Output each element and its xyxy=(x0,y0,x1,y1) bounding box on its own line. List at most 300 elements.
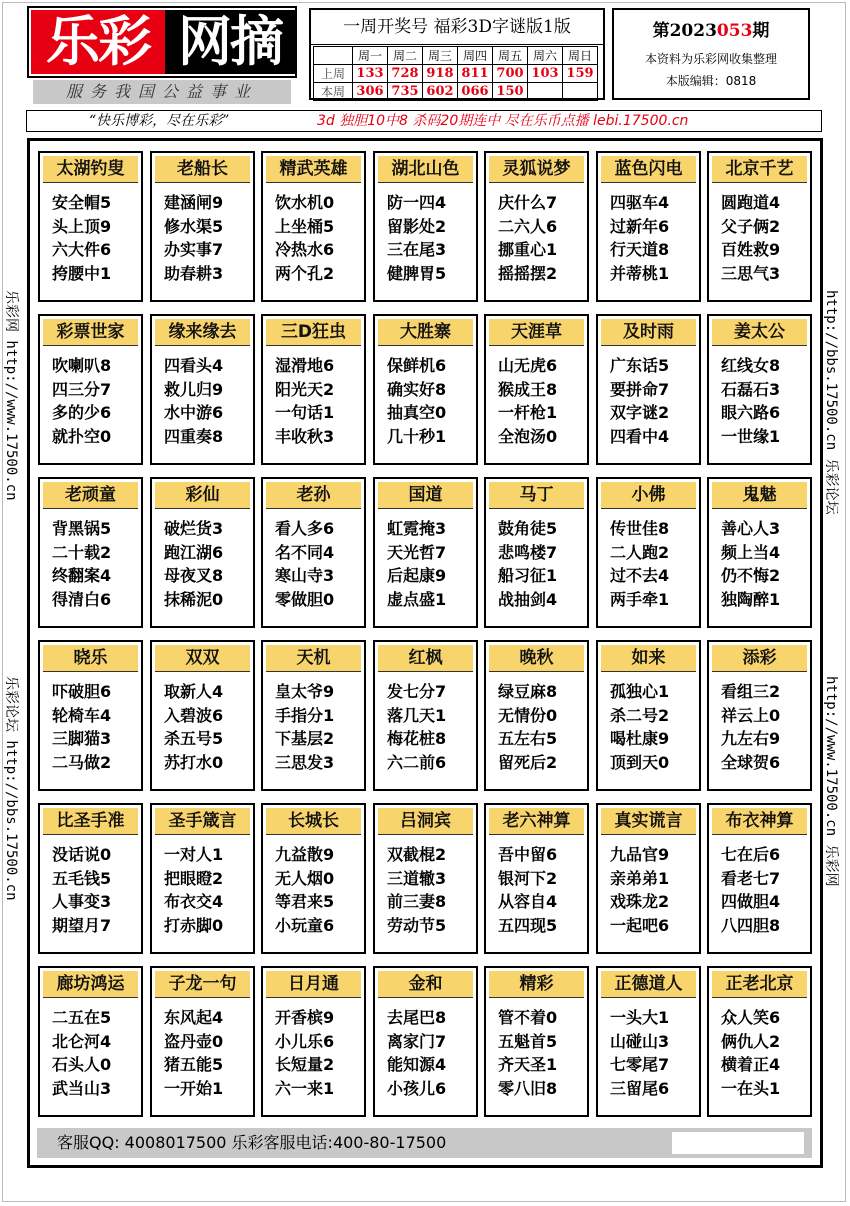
cell-line: 丰收秋3 xyxy=(275,426,335,446)
puzzle-cell xyxy=(373,803,478,954)
cell-lines xyxy=(498,1006,588,1100)
cell-title: 北京千艺 xyxy=(712,156,807,183)
cell-line: 猪五能5 xyxy=(164,1055,224,1074)
cell-lines xyxy=(498,680,588,774)
cell-line: 从容自4 xyxy=(498,892,558,911)
draw-number: 103 xyxy=(528,65,563,83)
cell-line: 把眼瞪2 xyxy=(164,868,224,888)
cell-lines xyxy=(164,1006,254,1100)
cell-line: 一句话1 xyxy=(275,403,335,422)
cell-line: 破烂货3 xyxy=(164,519,224,538)
cell-line: 喝杜康9 xyxy=(610,729,670,748)
puzzle-cell xyxy=(38,803,143,954)
puzzle-cell xyxy=(150,640,255,791)
cell-lines xyxy=(275,680,365,774)
cell-line: 一开始1 xyxy=(164,1078,224,1098)
puzzle-cell xyxy=(484,314,589,465)
cell-title: 红枫 xyxy=(378,645,473,672)
cell-line: 小玩童6 xyxy=(275,915,335,935)
cell-line: 顶到天0 xyxy=(610,752,670,772)
cell-line: 挎腰中1 xyxy=(52,263,112,283)
cell-title: 天涯草 xyxy=(489,319,584,346)
puzzle-cell xyxy=(38,966,143,1117)
puzzle-cell xyxy=(373,477,478,628)
cell-title: 子龙一句 xyxy=(155,971,250,998)
puzzle-cell xyxy=(596,803,701,954)
cell-lines xyxy=(164,191,254,285)
cell-line: 保鲜机6 xyxy=(387,356,447,375)
cell-lines xyxy=(387,680,477,774)
puzzle-cell xyxy=(373,966,478,1117)
cell-line: 建涵闸9 xyxy=(164,193,224,212)
cell-line: 杀五号5 xyxy=(164,729,224,748)
cell-lines xyxy=(610,517,700,611)
cell-title: 晚秋 xyxy=(489,645,584,672)
cell-line: 四三分7 xyxy=(52,379,112,399)
logo-right-text: 网摘 xyxy=(165,10,295,74)
cell-line: 长短量2 xyxy=(275,1055,335,1074)
cell-line: 看人多6 xyxy=(275,519,335,538)
puzzle-cell xyxy=(38,314,143,465)
cell-line: 两个孔2 xyxy=(275,263,335,283)
cell-lines xyxy=(610,1006,700,1100)
puzzle-cell xyxy=(261,151,366,302)
issue-prefix: 第2023 xyxy=(652,21,717,41)
puzzle-cell xyxy=(261,477,366,628)
side-text-left-bottom: 乐彩论坛 http://bbs.17500.cn xyxy=(3,676,19,901)
draw-number: 159 xyxy=(563,65,598,83)
puzzle-cell xyxy=(707,966,812,1117)
cell-lines xyxy=(721,354,811,448)
draw-number xyxy=(528,83,563,101)
cell-lines xyxy=(721,191,811,285)
draw-number: 811 xyxy=(458,65,493,83)
puzzle-cell xyxy=(38,640,143,791)
cell-title: 正德道人 xyxy=(601,971,696,998)
puzzle-cell xyxy=(707,803,812,954)
cell-title: 彩仙 xyxy=(155,482,250,509)
cell-lines xyxy=(721,680,811,774)
cell-line: 助春耕3 xyxy=(164,263,224,283)
cell-lines xyxy=(610,354,700,448)
puzzle-cell xyxy=(596,151,701,302)
logo-left-text: 乐彩 xyxy=(31,10,165,74)
cell-line: 梅花桩8 xyxy=(387,729,447,748)
cell-line: 人事变3 xyxy=(52,892,112,911)
cell-line: 五左右5 xyxy=(498,729,558,748)
cell-line: 过新年6 xyxy=(610,216,670,236)
cell-line: 三在尾3 xyxy=(387,240,447,259)
footer xyxy=(37,1128,812,1158)
draw-number: 735 xyxy=(388,83,423,101)
cell-line: 四驱车4 xyxy=(610,193,670,212)
puzzle-cell xyxy=(707,477,812,628)
draw-number: 918 xyxy=(423,65,458,83)
cell-line: 虹霓掩3 xyxy=(387,519,447,538)
cell-line: 二五在5 xyxy=(52,1008,112,1027)
cell-line: 齐天圣1 xyxy=(498,1055,558,1074)
cell-line: 无人烟0 xyxy=(275,868,335,888)
cell-line: 去尾巴8 xyxy=(387,1008,447,1027)
cell-line: 二六人6 xyxy=(498,216,558,236)
cell-line: 抽真空0 xyxy=(387,403,447,422)
cell-line: 庆什么7 xyxy=(498,193,558,212)
cell-title: 大胜寨 xyxy=(378,319,473,346)
cell-line: 湿滑地6 xyxy=(275,356,335,375)
cell-title: 吕洞宾 xyxy=(378,808,473,835)
cell-line: 三道辙3 xyxy=(387,868,447,888)
lottery-results-box xyxy=(309,8,605,100)
cell-title: 老顽童 xyxy=(43,482,138,509)
cell-line: 要拼命7 xyxy=(610,379,670,399)
day-header: 周日 xyxy=(563,47,598,65)
puzzle-cell xyxy=(484,640,589,791)
cell-lines xyxy=(164,680,254,774)
cell-line: 小儿乐6 xyxy=(275,1031,335,1051)
cell-line: 落几天1 xyxy=(387,705,447,725)
cell-line: 无情份0 xyxy=(498,705,558,725)
cell-line: 就扑空0 xyxy=(52,426,112,446)
issue-note: 本资料为乐彩网收集整理 xyxy=(644,52,777,66)
puzzle-cell xyxy=(707,314,812,465)
cell-line: 看老七7 xyxy=(721,868,781,888)
puzzle-cell xyxy=(373,151,478,302)
footer-blank-box xyxy=(672,1132,804,1154)
cell-line: 吾中留6 xyxy=(498,845,558,864)
cell-line: 一杆枪1 xyxy=(498,403,558,422)
cell-line: 一世缘1 xyxy=(721,426,781,446)
cell-line: 皇太爷9 xyxy=(275,682,335,701)
cell-line: 离家门7 xyxy=(387,1031,447,1051)
cell-lines xyxy=(164,517,254,611)
cell-line: 过不去4 xyxy=(610,566,670,585)
cell-line: 九品官9 xyxy=(610,845,670,864)
cell-lines xyxy=(52,843,142,937)
cell-line: 七零尾7 xyxy=(610,1055,670,1074)
cell-lines xyxy=(164,843,254,937)
puzzle-cell xyxy=(261,314,366,465)
puzzle-cell xyxy=(150,477,255,628)
cell-line: 一在头1 xyxy=(721,1078,781,1098)
cell-line: 能知源4 xyxy=(387,1055,447,1074)
cell-lines xyxy=(721,1006,811,1100)
side-text-right-top: http://bbs.17500.cn 乐彩论坛 xyxy=(823,290,839,515)
cell-title: 正老北京 xyxy=(712,971,807,998)
cell-lines xyxy=(387,191,477,285)
puzzle-cell xyxy=(150,314,255,465)
cell-line: 寒山寺3 xyxy=(275,566,335,585)
cell-line: 天光哲7 xyxy=(387,542,447,562)
cell-line: 三留尾6 xyxy=(610,1078,670,1098)
lottery-corner xyxy=(314,47,353,65)
puzzle-cell xyxy=(38,477,143,628)
cell-line: 红线女8 xyxy=(721,356,781,375)
cell-line: 鼓角徒5 xyxy=(498,519,558,538)
cell-lines xyxy=(275,354,365,448)
cell-line: 银河下2 xyxy=(498,868,558,888)
cell-line: 众人笑6 xyxy=(721,1008,781,1027)
cell-line: 五魁首5 xyxy=(498,1031,558,1051)
cell-line: 苏打水0 xyxy=(164,752,224,772)
cell-line: 几十秒1 xyxy=(387,426,447,446)
puzzle-cell xyxy=(150,151,255,302)
cell-line: 入碧波6 xyxy=(164,705,224,725)
cell-line: 双截棍2 xyxy=(387,845,447,864)
cell-line: 二马做2 xyxy=(52,752,112,772)
puzzle-cell xyxy=(707,640,812,791)
cell-line: 一对人1 xyxy=(164,845,224,864)
cell-lines xyxy=(498,517,588,611)
cell-line: 虚点盛1 xyxy=(387,589,447,609)
cell-line: 一起吧6 xyxy=(610,915,670,935)
cell-line: 五四现5 xyxy=(498,915,558,935)
cell-line: 没话说0 xyxy=(52,845,112,864)
puzzle-cell xyxy=(261,640,366,791)
puzzle-cell xyxy=(373,640,478,791)
cell-lines xyxy=(610,680,700,774)
cell-line: 悲鸣楼7 xyxy=(498,542,558,562)
cell-lines xyxy=(275,843,365,937)
cell-line: 下基层2 xyxy=(275,729,335,748)
cell-line: 三思发3 xyxy=(275,752,335,772)
cell-line: 健脾胃5 xyxy=(387,263,447,283)
cell-line: 吹喇叭8 xyxy=(52,356,112,375)
cell-line: 看组三2 xyxy=(721,682,781,701)
cell-line: 上坐桶5 xyxy=(275,216,335,236)
puzzle-cell xyxy=(484,151,589,302)
day-header: 周四 xyxy=(458,47,493,65)
logo-slogan: 服务我国公益事业 xyxy=(33,80,291,104)
side-text-left-top: 乐彩网 http://www.17500.cn xyxy=(3,290,19,501)
cell-title: 及时雨 xyxy=(601,319,696,346)
cell-lines xyxy=(52,517,142,611)
lottery-title: 一周开奖号 福彩3D字谜版1版 xyxy=(311,10,603,45)
cell-line: 吓破胆6 xyxy=(52,682,112,701)
cell-title: 姜太公 xyxy=(712,319,807,346)
cell-line: 开香槟9 xyxy=(275,1008,335,1027)
day-header: 周三 xyxy=(423,47,458,65)
issue-box xyxy=(612,8,810,100)
cell-title: 太湖钓叟 xyxy=(43,156,138,183)
cell-title: 添彩 xyxy=(712,645,807,672)
cell-line: 抹稀泥0 xyxy=(164,589,224,609)
cell-line: 得清白6 xyxy=(52,589,112,609)
draw-number xyxy=(563,83,598,101)
day-header: 周二 xyxy=(388,47,423,65)
cell-title: 精武英雄 xyxy=(266,156,361,183)
puzzle-cell xyxy=(150,803,255,954)
cell-line: 行天道8 xyxy=(610,240,670,259)
row-label-this-week: 本周 xyxy=(314,83,353,101)
cell-title: 长城长 xyxy=(266,808,361,835)
cell-lines xyxy=(275,1006,365,1100)
draw-number: 066 xyxy=(458,83,493,101)
cell-line: 防一四4 xyxy=(387,193,447,212)
puzzle-cell xyxy=(484,803,589,954)
cell-line: 东风起4 xyxy=(164,1008,224,1027)
day-header: 周五 xyxy=(493,47,528,65)
cell-line: 横着正4 xyxy=(721,1055,781,1074)
logo xyxy=(27,6,299,104)
cell-line: 三脚猫3 xyxy=(52,729,112,748)
cell-line: 劳动节5 xyxy=(387,915,447,935)
cell-line: 零做胆0 xyxy=(275,589,335,609)
cell-line: 独陶醉1 xyxy=(721,589,781,609)
cell-lines xyxy=(275,517,365,611)
issue-suffix: 期 xyxy=(752,21,770,41)
cell-line: 名不同4 xyxy=(275,542,335,562)
cell-line: 船习征1 xyxy=(498,566,558,585)
cell-lines xyxy=(52,354,142,448)
cell-line: 阳光天2 xyxy=(275,379,335,399)
side-text-right-bottom: http://www.17500.cn 乐彩网 xyxy=(823,676,839,887)
cell-line: 留影处2 xyxy=(387,216,447,236)
cell-line: 绿豆麻8 xyxy=(498,682,558,701)
cell-line: 期望月7 xyxy=(52,915,112,935)
cell-title: 双双 xyxy=(155,645,250,672)
cell-line: 等君来5 xyxy=(275,892,335,911)
cell-line: 猴成王8 xyxy=(498,379,558,399)
cell-line: 全泡汤0 xyxy=(498,426,558,446)
cell-title: 彩票世家 xyxy=(43,319,138,346)
cell-lines xyxy=(498,843,588,937)
puzzle-cell xyxy=(261,803,366,954)
cell-line: 百姓救9 xyxy=(721,240,781,259)
cell-line: 双字谜2 xyxy=(610,403,670,422)
cell-title: 比圣手准 xyxy=(43,808,138,835)
cell-line: 石头人0 xyxy=(52,1055,112,1074)
cell-line: 善心人3 xyxy=(721,519,781,538)
cell-line: 救儿归9 xyxy=(164,379,224,399)
cell-line: 水中游6 xyxy=(164,403,224,422)
cell-line: 后起康9 xyxy=(387,566,447,585)
cell-line: 四做胆4 xyxy=(721,892,781,911)
puzzle-cell xyxy=(596,640,701,791)
cell-title: 廊坊鸿运 xyxy=(43,971,138,998)
puzzle-cell xyxy=(707,151,812,302)
cell-line: 取新人4 xyxy=(164,682,224,701)
cell-line: 确实好8 xyxy=(387,379,447,399)
cell-title: 湖北山色 xyxy=(378,156,473,183)
cell-line: 头上顶9 xyxy=(52,216,112,236)
puzzle-cell xyxy=(373,314,478,465)
day-header: 周六 xyxy=(528,47,563,65)
cell-line: 武当山3 xyxy=(52,1078,112,1098)
cell-title: 金和 xyxy=(378,971,473,998)
cell-title: 灵狐说梦 xyxy=(489,156,584,183)
footer-contact: 客服QQ: 4008017500 乐彩客服电话:400-80-17500 xyxy=(57,1133,447,1152)
cell-line: 盗丹壶0 xyxy=(164,1031,224,1051)
cell-line: 前三妻8 xyxy=(387,892,447,911)
cell-title: 老孙 xyxy=(266,482,361,509)
cell-line: 六一来1 xyxy=(275,1078,335,1098)
cell-lines xyxy=(610,191,700,285)
cell-line: 四看头4 xyxy=(164,356,224,375)
cell-line: 发七分7 xyxy=(387,682,447,701)
draw-number: 700 xyxy=(493,65,528,83)
puzzle-cell xyxy=(484,477,589,628)
cell-lines xyxy=(387,1006,477,1100)
cell-line: 一头大1 xyxy=(610,1008,670,1027)
cell-line: 轮椅车4 xyxy=(52,705,112,725)
cell-line: 摇摇摆2 xyxy=(498,263,558,283)
cell-line: 山碰山3 xyxy=(610,1031,670,1051)
logo-box xyxy=(27,6,297,78)
cell-lines xyxy=(721,843,811,937)
draw-number: 306 xyxy=(353,83,388,101)
draw-number: 728 xyxy=(388,65,423,83)
cell-line: 二十载2 xyxy=(52,542,112,562)
cell-title: 精彩 xyxy=(489,971,584,998)
cell-line: 全球贺6 xyxy=(721,752,781,772)
cell-line: 跑江湖6 xyxy=(164,542,224,562)
cell-title: 鬼魅 xyxy=(712,482,807,509)
banner-slogan: “快乐博彩，尽在乐彩” xyxy=(89,113,230,129)
cell-lines xyxy=(387,354,477,448)
cell-line: 小孩儿6 xyxy=(387,1078,447,1098)
cell-line: 手指分1 xyxy=(275,705,335,725)
cell-line: 孤独心1 xyxy=(610,682,670,701)
cell-lines xyxy=(387,517,477,611)
cell-title: 三D狂虫 xyxy=(266,319,361,346)
cell-line: 八四胆8 xyxy=(721,915,781,935)
row-label-last-week: 上周 xyxy=(314,65,353,83)
cell-title: 如来 xyxy=(601,645,696,672)
cell-line: 杀二号2 xyxy=(610,705,670,725)
cell-line: 办实事7 xyxy=(164,240,224,259)
banner-promo: 3d 独胆10中8 杀码20期连中 尽在乐币点播 lebi.17500.cn xyxy=(317,113,689,129)
draw-number: 602 xyxy=(423,83,458,101)
lottery-table xyxy=(313,46,598,101)
cell-line: 六大件6 xyxy=(52,240,112,259)
cell-line: 石磊石3 xyxy=(721,379,781,399)
cell-line: 挪重心1 xyxy=(498,240,558,259)
cell-line: 频上当4 xyxy=(721,542,781,562)
puzzle-cell xyxy=(38,151,143,302)
cell-line: 终翻案4 xyxy=(52,566,112,585)
cell-title: 蓝色闪电 xyxy=(601,156,696,183)
cell-lines xyxy=(610,843,700,937)
cell-line: 四重奏8 xyxy=(164,426,224,446)
cell-title: 日月通 xyxy=(266,971,361,998)
cell-title: 布衣神算 xyxy=(712,808,807,835)
cell-line: 四看中4 xyxy=(610,426,670,446)
issue-number-value: 053 xyxy=(716,21,753,41)
cell-line: 战抽剑4 xyxy=(498,589,558,609)
cell-line: 传世佳8 xyxy=(610,519,670,538)
cell-line: 九左右9 xyxy=(721,729,781,748)
cell-line: 祥云上0 xyxy=(721,705,781,725)
issue-editor: 本版编辑：0818 xyxy=(665,74,757,88)
cell-lines xyxy=(164,354,254,448)
cell-line: 留死后2 xyxy=(498,752,558,772)
cell-title: 老六神算 xyxy=(489,808,584,835)
cell-lines xyxy=(52,680,142,774)
cell-lines xyxy=(721,517,811,611)
cell-line: 布衣交4 xyxy=(164,892,224,911)
promo-banner xyxy=(26,110,822,132)
cell-line: 父子俩2 xyxy=(721,216,781,236)
cell-title: 马丁 xyxy=(489,482,584,509)
cell-line: 七在后6 xyxy=(721,845,781,864)
cell-title: 小佛 xyxy=(601,482,696,509)
cell-lines xyxy=(52,1006,142,1100)
cell-line: 圆跑道4 xyxy=(721,193,781,212)
cell-line: 山无虎6 xyxy=(498,356,558,375)
cell-line: 广东话5 xyxy=(610,356,670,375)
puzzle-cell xyxy=(261,966,366,1117)
cell-line: 五毛钱5 xyxy=(52,868,112,888)
